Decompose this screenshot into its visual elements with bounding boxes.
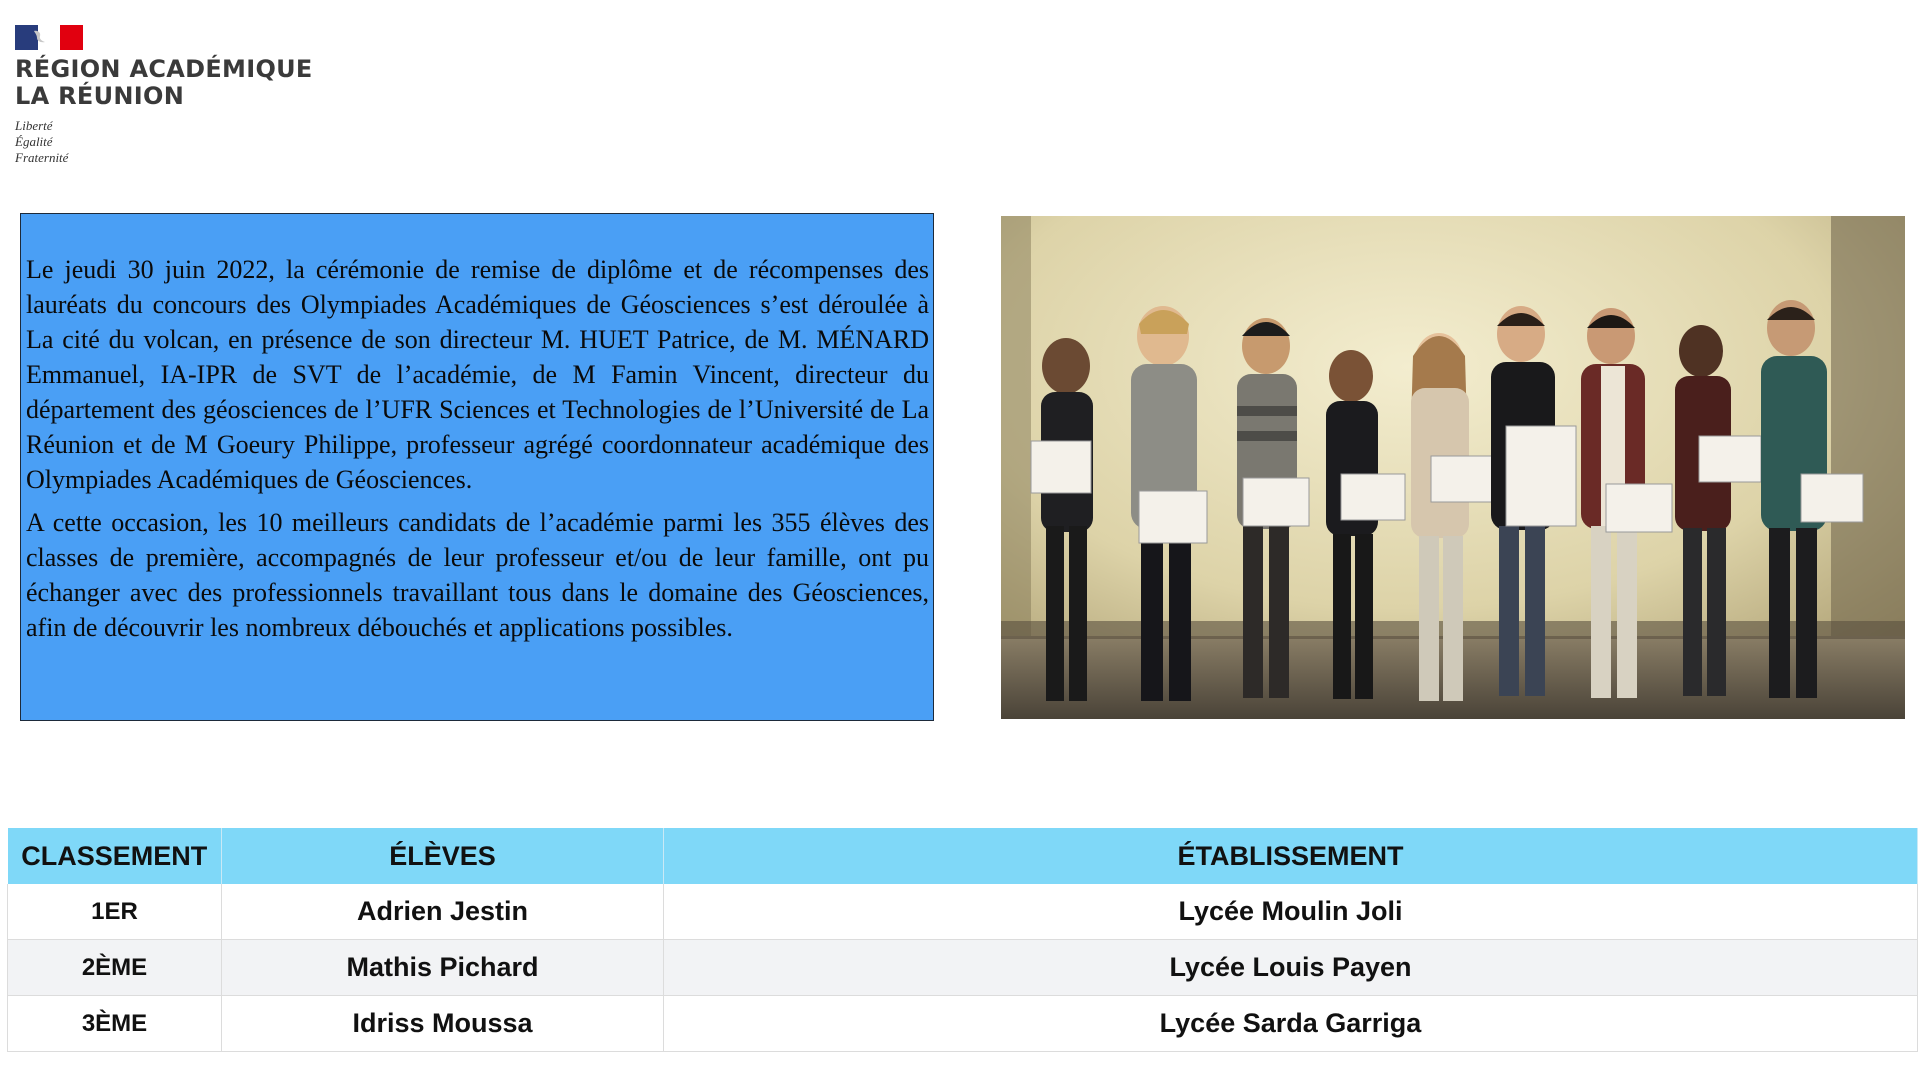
logo-motto — [15, 118, 345, 166]
table-row — [8, 884, 1918, 940]
group-photo-laureates-icon — [1001, 216, 1905, 719]
rank-cell: 3ÈME — [8, 996, 222, 1052]
table-row — [8, 940, 1918, 996]
table-header-row — [8, 828, 1918, 884]
logo-title-line2: LA RÉUNION — [15, 82, 185, 110]
ceremony-paragraph: Le jeudi 30 juin 2022, la cérémonie de remise de diplôme et de récompenses des lauréats du concours des Olympiades Académiques de Géosciences s’est déroulée à La cité du volcan, en présence de son directeur M. HUET Patrice, de M. MÉNARD Emmanuel, IA-IPR de SVT de l’académie, de M Famin Vincent, directeur du département des géosciences de l’UFR Sciences et Technologies de l’Université de La Réunion et de M Goeury Philippe, professeur agrégé coordonnateur académique des Olympiades Académiques de Géosciences. — [26, 255, 929, 494]
student-cell: Idriss Moussa — [222, 996, 664, 1052]
student-cell: Adrien Jestin — [222, 884, 664, 940]
school-cell: Lycée Moulin Joli — [664, 884, 1918, 940]
table-row — [8, 996, 1918, 1052]
header-students: ÉLÈVES — [222, 828, 664, 884]
french-republic-flag-icon — [15, 25, 83, 50]
motto-egalite: Égalité — [15, 134, 53, 149]
school-cell: Lycée Sarda Garriga — [664, 996, 1918, 1052]
ceremony-description-box — [20, 213, 934, 721]
results-table — [7, 828, 1918, 1052]
header-school: ÉTABLISSEMENT — [664, 828, 1918, 884]
student-cell: Mathis Pichard — [222, 940, 664, 996]
occasion-paragraph: A cette occasion, les 10 meilleurs candidats de l’académie parmi les 355 élèves des classes de première, accompagnés de leur professeur et/ou de leur famille, ont pu échanger avec des professionnels travaillant tous dans le domaine des Géosciences, afin de découvrir les nombreux débouchés et applications possibles. — [26, 508, 929, 642]
header-rank: CLASSEMENT — [8, 828, 222, 884]
rank-cell: 2ÈME — [8, 940, 222, 996]
region-academique-logo — [15, 25, 345, 166]
school-cell: Lycée Louis Payen — [664, 940, 1918, 996]
rank-cell: 1ER — [8, 884, 222, 940]
logo-title — [15, 56, 345, 110]
laureates-group-photo — [1001, 216, 1905, 719]
motto-liberte: Liberté — [15, 118, 53, 133]
motto-fraternite: Fraternité — [15, 150, 69, 165]
logo-title-line1: RÉGION ACADÉMIQUE — [15, 55, 313, 83]
